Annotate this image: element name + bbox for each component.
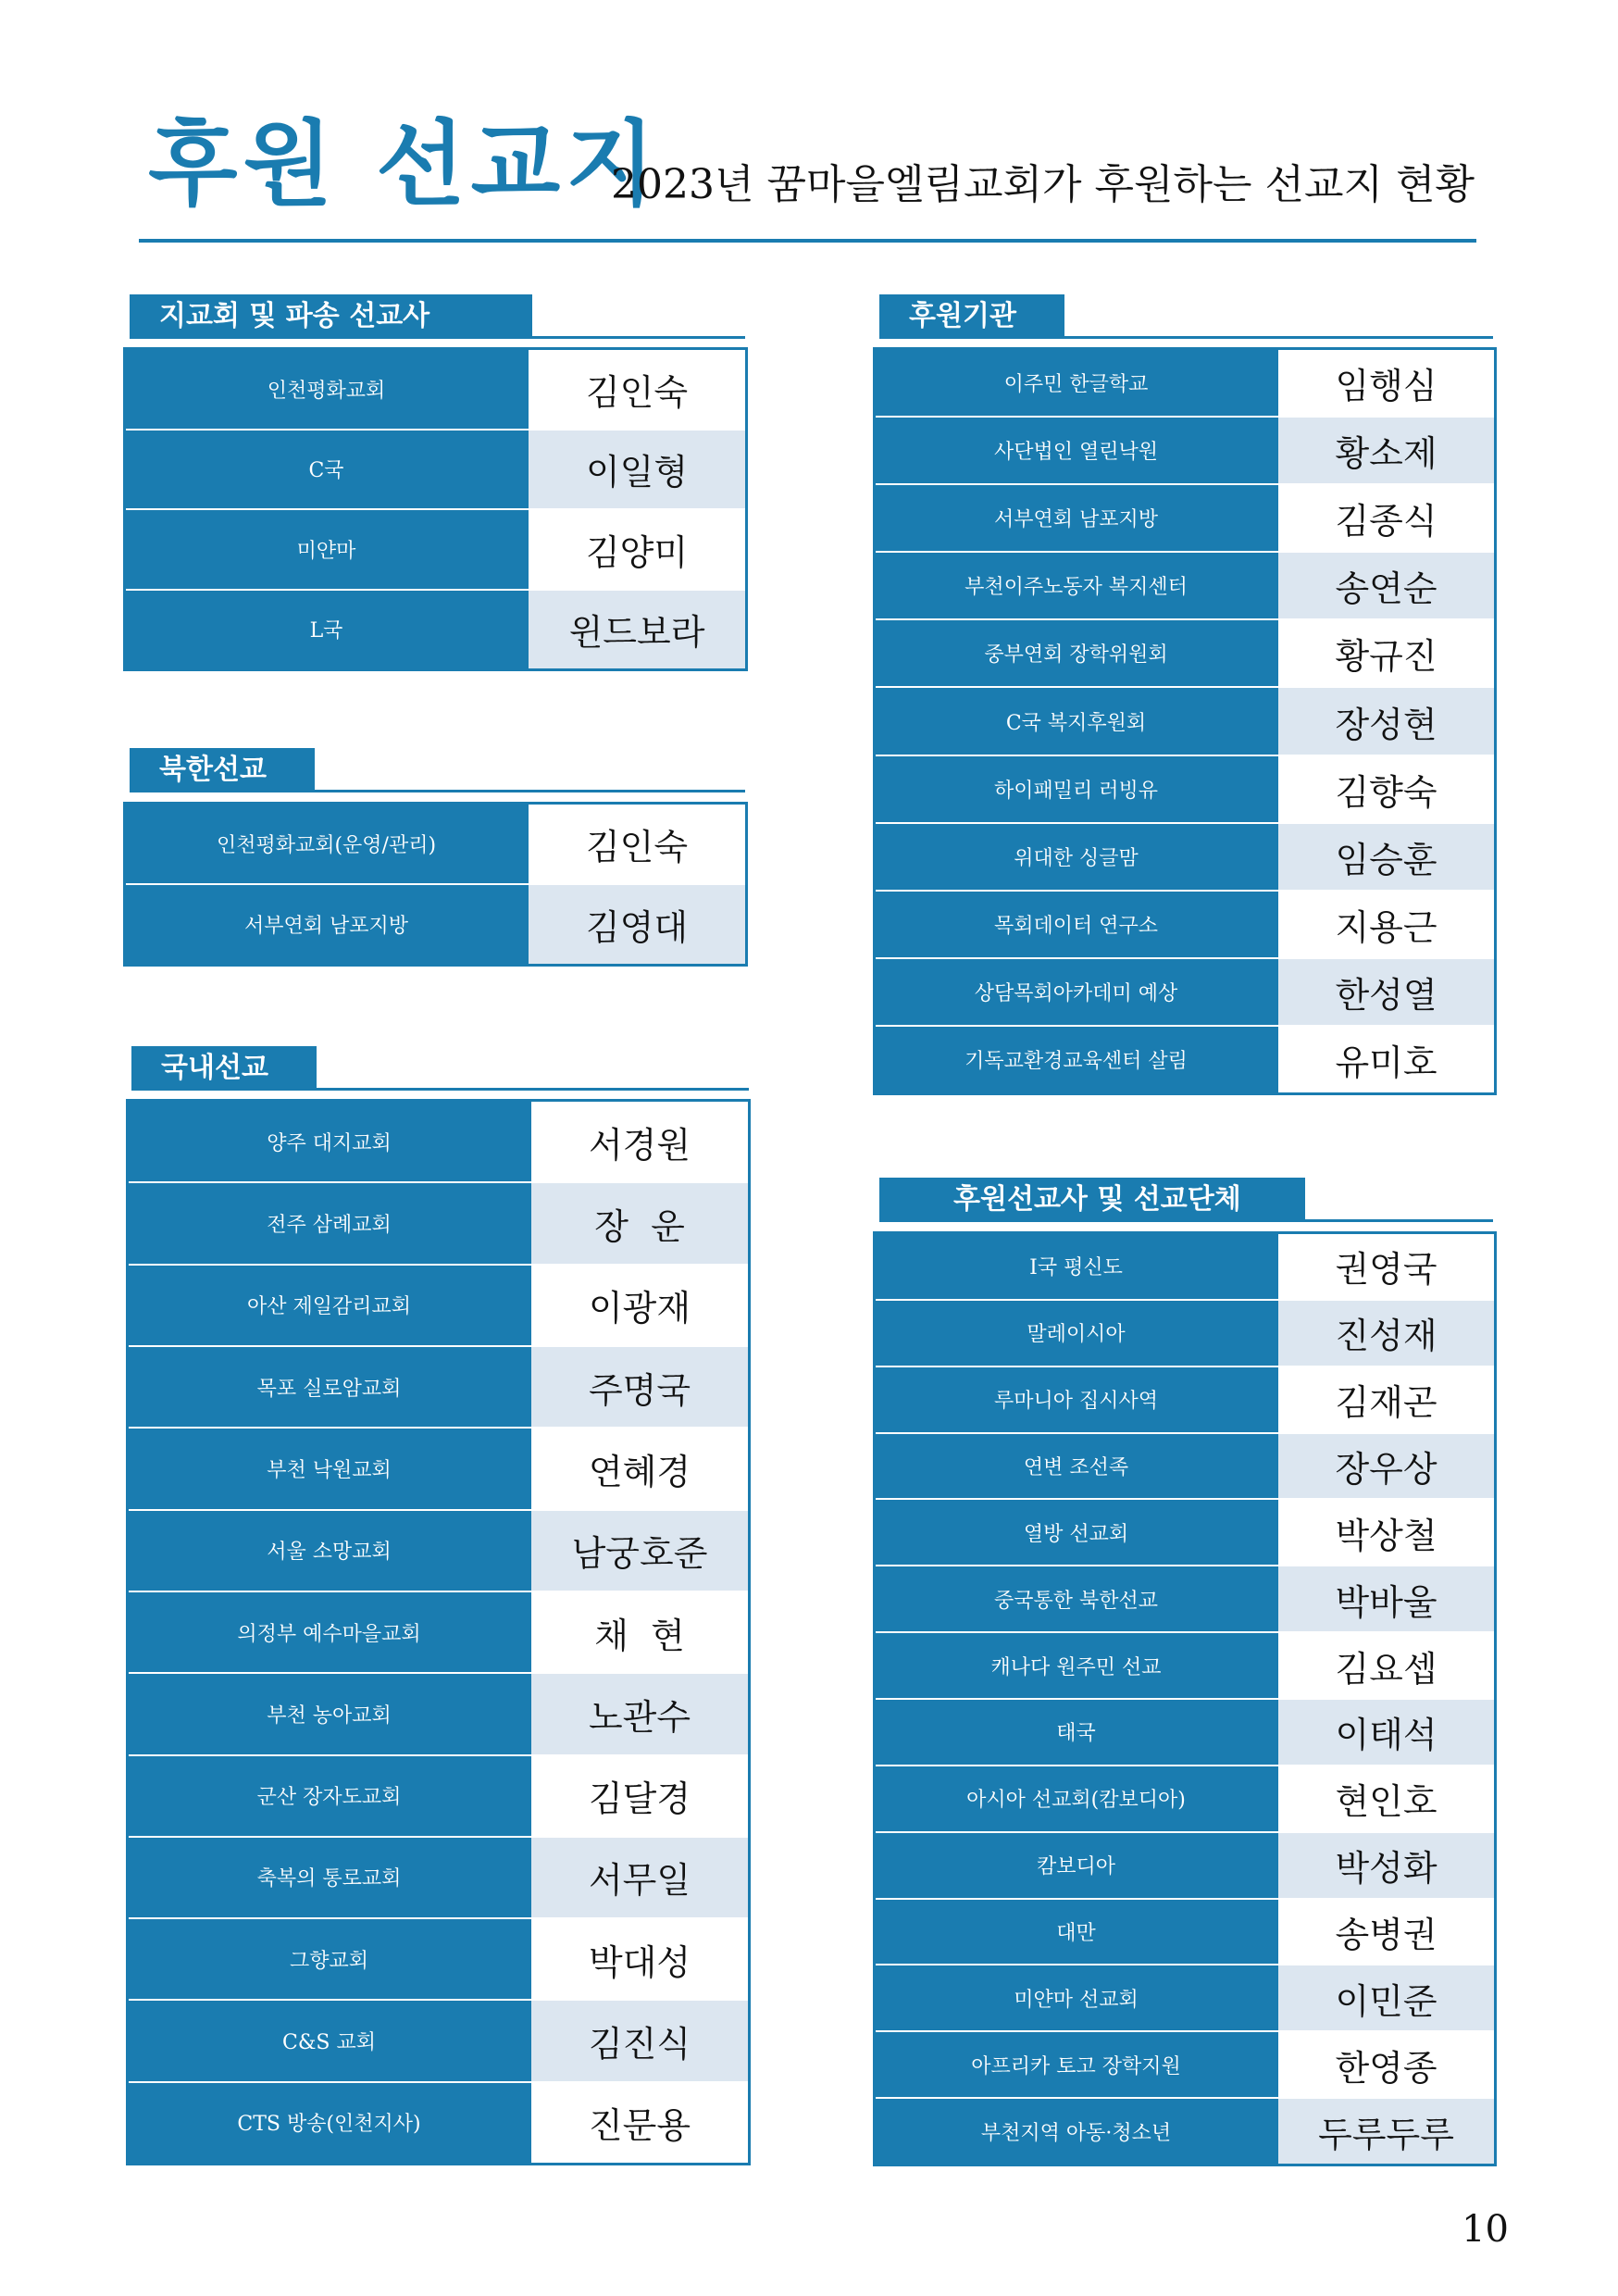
person-name-cell: 김영대 xyxy=(527,885,745,964)
table-row xyxy=(129,2081,748,2163)
mission-name-cell: 말레이시아 xyxy=(876,1301,1276,1366)
table-row xyxy=(129,1264,748,1345)
person-name-cell: 진문용 xyxy=(529,2083,748,2163)
mission-name-cell: 서부연회 남포지방 xyxy=(126,885,527,964)
person-name-cell: 송병권 xyxy=(1276,1900,1494,1965)
table-row xyxy=(129,1836,748,1917)
branch-table xyxy=(123,347,748,671)
table-row xyxy=(876,686,1494,754)
table-row xyxy=(876,1765,1494,1831)
missionaries-table xyxy=(873,1231,1497,2166)
table-row xyxy=(876,2097,1494,2164)
mission-name-cell: 기독교환경교육센터 살림 xyxy=(876,1027,1276,1092)
section-header-branch: 지교회 및 파송 선교사 xyxy=(130,294,532,339)
person-name-cell: 김진식 xyxy=(529,2001,748,2080)
mission-name-cell: C국 xyxy=(126,430,527,509)
mission-name-cell: 미얀마 xyxy=(126,510,527,589)
person-name-cell: 송연순 xyxy=(1276,553,1494,618)
table-row xyxy=(129,1672,748,1753)
person-name-cell: 김요셉 xyxy=(1276,1633,1494,1698)
person-name-cell: 김달경 xyxy=(529,1756,748,1836)
section-header-north-korea: 북한선교 xyxy=(130,748,315,792)
table-row xyxy=(876,1565,1494,1631)
mission-name-cell: 부천 낙원교회 xyxy=(129,1429,529,1508)
table-row xyxy=(876,890,1494,957)
section-underline xyxy=(317,1088,749,1091)
table-row xyxy=(876,1366,1494,1432)
table-row xyxy=(126,883,745,964)
header-divider xyxy=(139,239,1476,243)
person-name-cell: 채 현 xyxy=(529,1592,748,1672)
person-name-cell: 지용근 xyxy=(1276,892,1494,957)
mission-name-cell: 전주 삼례교회 xyxy=(129,1183,529,1263)
mission-name-cell: 아프리카 토고 장학지원 xyxy=(876,2032,1276,2097)
north-korea-table xyxy=(123,802,748,967)
mission-name-cell: 루마니아 집시사역 xyxy=(876,1367,1276,1432)
mission-name-cell: C&S 교회 xyxy=(129,2001,529,2080)
mission-name-cell: 사단법인 열린낙원 xyxy=(876,418,1276,483)
person-name-cell: 임승훈 xyxy=(1276,824,1494,890)
person-name-cell: 유미호 xyxy=(1276,1027,1494,1092)
table-row xyxy=(876,2030,1494,2097)
table-row xyxy=(129,1754,748,1836)
person-name-cell: 이일형 xyxy=(527,430,745,509)
person-name-cell: 윈드보라 xyxy=(527,591,745,669)
mission-name-cell: 목포 실로암교회 xyxy=(129,1347,529,1427)
table-row xyxy=(876,1234,1494,1299)
mission-name-cell: CTS 방송(인천지사) xyxy=(129,2083,529,2163)
table-row xyxy=(876,416,1494,483)
mission-name-cell: 아시아 선교회(캄보디아) xyxy=(876,1766,1276,1831)
mission-name-cell: C국 복지후원회 xyxy=(876,688,1276,754)
table-row xyxy=(129,1509,748,1591)
mission-name-cell: 서부연회 남포지방 xyxy=(876,485,1276,551)
table-row xyxy=(876,1432,1494,1499)
table-row xyxy=(876,957,1494,1025)
mission-name-cell: L국 xyxy=(126,591,527,669)
person-name-cell: 장 운 xyxy=(529,1183,748,1263)
page-title: 후원 선교지 xyxy=(148,110,661,218)
table-row xyxy=(876,618,1494,686)
table-row xyxy=(126,508,745,589)
mission-name-cell: 열방 선교회 xyxy=(876,1500,1276,1565)
person-name-cell: 장성현 xyxy=(1276,688,1494,754)
person-name-cell: 박상철 xyxy=(1276,1500,1494,1565)
mission-name-cell: 그향교회 xyxy=(129,1919,529,1999)
mission-name-cell: 대만 xyxy=(876,1900,1276,1965)
institutions-table xyxy=(873,347,1497,1095)
person-name-cell: 김양미 xyxy=(527,510,745,589)
table-row xyxy=(126,429,745,509)
person-name-cell: 두루두루 xyxy=(1276,2099,1494,2164)
mission-name-cell: 미얀마 선교회 xyxy=(876,1965,1276,2030)
mission-name-cell: I국 평신도 xyxy=(876,1234,1276,1299)
mission-name-cell: 군산 장자도교회 xyxy=(129,1756,529,1836)
table-row xyxy=(876,822,1494,890)
mission-name-cell: 하이패밀리 러빙유 xyxy=(876,756,1276,822)
table-row xyxy=(876,551,1494,618)
mission-name-cell: 부천이주노동자 복지센터 xyxy=(876,553,1276,618)
person-name-cell: 김종식 xyxy=(1276,485,1494,551)
page-number: 10 xyxy=(1462,2208,1509,2251)
mission-name-cell: 캐나다 원주민 선교 xyxy=(876,1633,1276,1698)
section-header-institutions: 후원기관 xyxy=(879,294,1064,339)
person-name-cell: 황소제 xyxy=(1276,418,1494,483)
table-row xyxy=(129,1181,748,1263)
person-name-cell: 한성열 xyxy=(1276,959,1494,1025)
mission-name-cell: 서울 소망교회 xyxy=(129,1511,529,1591)
mission-name-cell: 상담목회아카데미 예상 xyxy=(876,959,1276,1025)
table-row xyxy=(126,805,745,883)
table-row xyxy=(126,589,745,669)
person-name-cell: 김향숙 xyxy=(1276,756,1494,822)
person-name-cell: 임행심 xyxy=(1276,350,1494,416)
table-row xyxy=(876,483,1494,551)
table-row xyxy=(876,1299,1494,1366)
person-name-cell: 주명국 xyxy=(529,1347,748,1427)
person-name-cell: 황규진 xyxy=(1276,620,1494,686)
table-row xyxy=(876,1498,1494,1565)
person-name-cell: 김인숙 xyxy=(527,805,745,883)
table-row xyxy=(876,1631,1494,1698)
mission-name-cell: 중국통한 북한선교 xyxy=(876,1566,1276,1631)
mission-name-cell: 태국 xyxy=(876,1700,1276,1765)
mission-name-cell: 아산 제일감리교회 xyxy=(129,1266,529,1345)
person-name-cell: 김인숙 xyxy=(527,350,745,429)
table-row xyxy=(876,1698,1494,1765)
table-row xyxy=(129,1102,748,1181)
section-underline xyxy=(1064,336,1493,339)
mission-name-cell: 인천평화교회(운영/관리) xyxy=(126,805,527,883)
mission-name-cell: 중부연회 장학위원회 xyxy=(876,620,1276,686)
table-row xyxy=(876,1898,1494,1965)
person-name-cell: 박바울 xyxy=(1276,1566,1494,1631)
table-row xyxy=(876,755,1494,822)
person-name-cell: 남궁호준 xyxy=(529,1511,748,1591)
table-row xyxy=(129,1345,748,1427)
person-name-cell: 박성화 xyxy=(1276,1833,1494,1898)
section-header-domestic: 국내선교 xyxy=(131,1046,317,1091)
table-row xyxy=(129,1999,748,2080)
mission-name-cell: 양주 대지교회 xyxy=(129,1102,529,1181)
table-row xyxy=(126,350,745,429)
mission-name-cell: 의정부 예수마을교회 xyxy=(129,1592,529,1672)
table-row xyxy=(876,350,1494,416)
mission-name-cell: 이주민 한글학교 xyxy=(876,350,1276,416)
mission-name-cell: 축복의 통로교회 xyxy=(129,1838,529,1917)
person-name-cell: 연혜경 xyxy=(529,1429,748,1508)
section-header-missionaries: 후원선교사 및 선교단체 xyxy=(879,1178,1305,1222)
section-underline xyxy=(532,336,745,339)
table-row xyxy=(129,1917,748,1999)
person-name-cell: 서경원 xyxy=(529,1102,748,1181)
section-underline xyxy=(315,790,745,792)
table-row xyxy=(876,1964,1494,2030)
table-row xyxy=(129,1427,748,1508)
person-name-cell: 노관수 xyxy=(529,1674,748,1753)
person-name-cell: 이광재 xyxy=(529,1266,748,1345)
table-row xyxy=(876,1831,1494,1898)
person-name-cell: 장우상 xyxy=(1276,1434,1494,1499)
person-name-cell: 박대성 xyxy=(529,1919,748,1999)
mission-name-cell: 캄보디아 xyxy=(876,1833,1276,1898)
mission-name-cell: 연변 조선족 xyxy=(876,1434,1276,1499)
domestic-table xyxy=(126,1099,751,2165)
table-row xyxy=(129,1591,748,1672)
person-name-cell: 서무일 xyxy=(529,1838,748,1917)
section-underline xyxy=(1305,1219,1493,1222)
mission-name-cell: 부천 농아교회 xyxy=(129,1674,529,1753)
table-row xyxy=(876,1025,1494,1092)
person-name-cell: 이태석 xyxy=(1276,1700,1494,1765)
mission-name-cell: 목회데이터 연구소 xyxy=(876,892,1276,957)
person-name-cell: 현인호 xyxy=(1276,1766,1494,1831)
mission-name-cell: 인천평화교회 xyxy=(126,350,527,429)
person-name-cell: 김재곤 xyxy=(1276,1367,1494,1432)
person-name-cell: 한영종 xyxy=(1276,2032,1494,2097)
person-name-cell: 이민준 xyxy=(1276,1965,1494,2030)
page-subtitle: 2023년 꿈마을엘림교회가 후원하는 선교지 현황 xyxy=(611,161,1475,208)
mission-name-cell: 위대한 싱글맘 xyxy=(876,824,1276,890)
person-name-cell: 권영국 xyxy=(1276,1234,1494,1299)
mission-name-cell: 부천지역 아동·청소년 xyxy=(876,2099,1276,2164)
person-name-cell: 진성재 xyxy=(1276,1301,1494,1366)
